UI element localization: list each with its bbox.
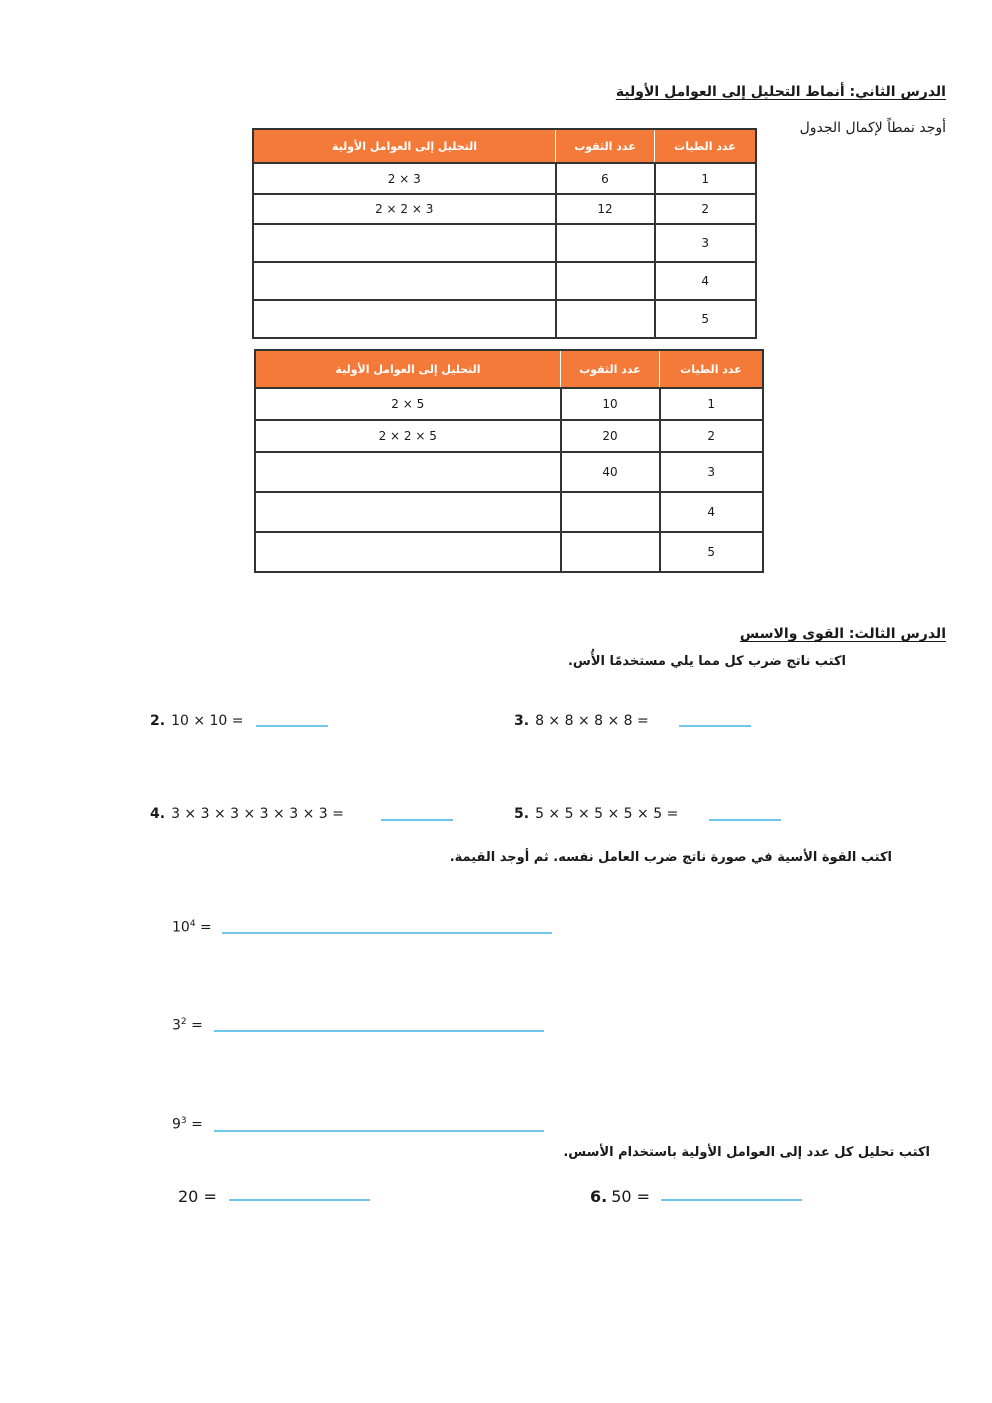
holes-cell[interactable] xyxy=(561,532,660,572)
factor-cell: 2 × 3 xyxy=(253,163,556,194)
factor-cell: 2 × 2 × 5 xyxy=(255,420,561,452)
exercise-5 xyxy=(514,806,678,822)
instruction-exponent: اكتب ناتج ضرب كل مما يلي مستخدمًا الأُس. xyxy=(567,654,846,669)
exercise-expression: 20 = xyxy=(178,1187,217,1206)
factor-exercise-1 xyxy=(178,1187,217,1206)
exercise-expression: 5 × 5 × 5 × 5 × 5 = xyxy=(535,806,679,822)
header-holes: عدد الثقوب xyxy=(556,129,655,163)
header-folds: عدد الطيات xyxy=(660,350,764,388)
exercise-3 xyxy=(514,713,649,729)
exercise-number: 3. xyxy=(514,713,530,729)
answer-blank[interactable] xyxy=(222,932,552,934)
lesson3-title: الدرس الثالث: القوى والاسس xyxy=(739,626,946,642)
exercise-number: 5. xyxy=(514,806,530,822)
header-factorization: التحليل إلى العوامل الأولية xyxy=(253,129,556,163)
table-row xyxy=(255,492,763,532)
holes-cell: 40 xyxy=(561,452,660,492)
table-row xyxy=(253,224,756,262)
answer-blank[interactable] xyxy=(381,819,453,821)
folds-cell: 2 xyxy=(655,194,757,224)
factor-cell[interactable] xyxy=(255,532,561,572)
exercise-number: 4. xyxy=(150,806,166,822)
folds-cell: 4 xyxy=(660,492,764,532)
power-exponent: 2 xyxy=(180,1017,187,1027)
table-row xyxy=(253,300,756,338)
exercise-4 xyxy=(150,806,344,822)
table-row xyxy=(253,163,756,194)
power-base: 9 xyxy=(172,1116,181,1133)
holes-cell: 20 xyxy=(561,420,660,452)
folds-cell: 2 xyxy=(660,420,764,452)
folds-cell: 3 xyxy=(655,224,757,262)
answer-blank[interactable] xyxy=(661,1199,802,1201)
factor-cell[interactable] xyxy=(255,452,561,492)
equals-sign: = xyxy=(191,1017,203,1034)
exercise-number: 2. xyxy=(150,713,166,729)
table-row xyxy=(255,420,763,452)
holes-cell: 10 xyxy=(561,388,660,420)
holes-cell: 6 xyxy=(556,163,655,194)
answer-blank[interactable] xyxy=(214,1130,544,1132)
table-row xyxy=(253,194,756,224)
factor-table-1 xyxy=(252,128,757,339)
table-row xyxy=(255,388,763,420)
holes-cell[interactable] xyxy=(556,300,655,338)
power-exercise-3 xyxy=(172,1116,203,1133)
folds-cell: 3 xyxy=(660,452,764,492)
factor-cell: 2 × 2 × 3 xyxy=(253,194,556,224)
exercise-expression: 8 × 8 × 8 × 8 = xyxy=(535,713,649,729)
exercise-expression: 3 × 3 × 3 × 3 × 3 × 3 = xyxy=(171,806,344,822)
factor-exercise-2 xyxy=(590,1187,650,1206)
folds-cell: 1 xyxy=(660,388,764,420)
folds-cell: 5 xyxy=(655,300,757,338)
equals-sign: = xyxy=(191,1116,203,1133)
power-exercise-1 xyxy=(172,919,212,936)
answer-blank[interactable] xyxy=(229,1199,370,1201)
exercise-expression: 10 × 10 = xyxy=(171,713,244,729)
factor-cell[interactable] xyxy=(253,224,556,262)
table-row xyxy=(255,452,763,492)
exercise-expression: 50 = xyxy=(611,1187,651,1206)
power-exponent: 3 xyxy=(180,1116,187,1126)
exercise-number: 6. xyxy=(590,1187,608,1206)
holes-cell[interactable] xyxy=(556,262,655,300)
factor-cell: 2 × 5 xyxy=(255,388,561,420)
holes-cell[interactable] xyxy=(561,492,660,532)
holes-cell[interactable] xyxy=(556,224,655,262)
header-folds: عدد الطيات xyxy=(655,129,757,163)
power-base: 10 xyxy=(172,919,190,936)
folds-cell: 4 xyxy=(655,262,757,300)
answer-blank[interactable] xyxy=(679,725,751,727)
answer-blank[interactable] xyxy=(256,725,328,727)
answer-blank[interactable] xyxy=(214,1030,544,1032)
table-row xyxy=(255,532,763,572)
factor-cell[interactable] xyxy=(253,262,556,300)
table-row xyxy=(253,262,756,300)
instruction-factorization: اكتب تحليل كل عدد إلى العوامل الأولية باستخدام الأسس. xyxy=(563,1145,930,1160)
folds-cell: 5 xyxy=(660,532,764,572)
power-base: 3 xyxy=(172,1017,181,1034)
instruction-power: اكتب القوة الأسية في صورة ناتج ضرب العامل نفسه. ثم أوجد القيمة. xyxy=(449,850,892,865)
header-factorization: التحليل إلى العوامل الأولية xyxy=(255,350,561,388)
factor-cell[interactable] xyxy=(253,300,556,338)
answer-blank[interactable] xyxy=(709,819,781,821)
folds-cell: 1 xyxy=(655,163,757,194)
exercise-2 xyxy=(150,713,244,729)
lesson2-instruction: أوجد نمطاً لإكمال الجدول xyxy=(799,120,946,136)
factor-table-2 xyxy=(254,349,764,573)
header-holes: عدد الثقوب xyxy=(561,350,660,388)
equals-sign: = xyxy=(200,919,212,936)
holes-cell: 12 xyxy=(556,194,655,224)
lesson2-title: الدرس الثاني: أنماط التحليل إلى العوامل الأولية xyxy=(615,84,946,100)
factor-cell[interactable] xyxy=(255,492,561,532)
power-exponent: 4 xyxy=(189,919,196,929)
power-exercise-2 xyxy=(172,1017,203,1034)
